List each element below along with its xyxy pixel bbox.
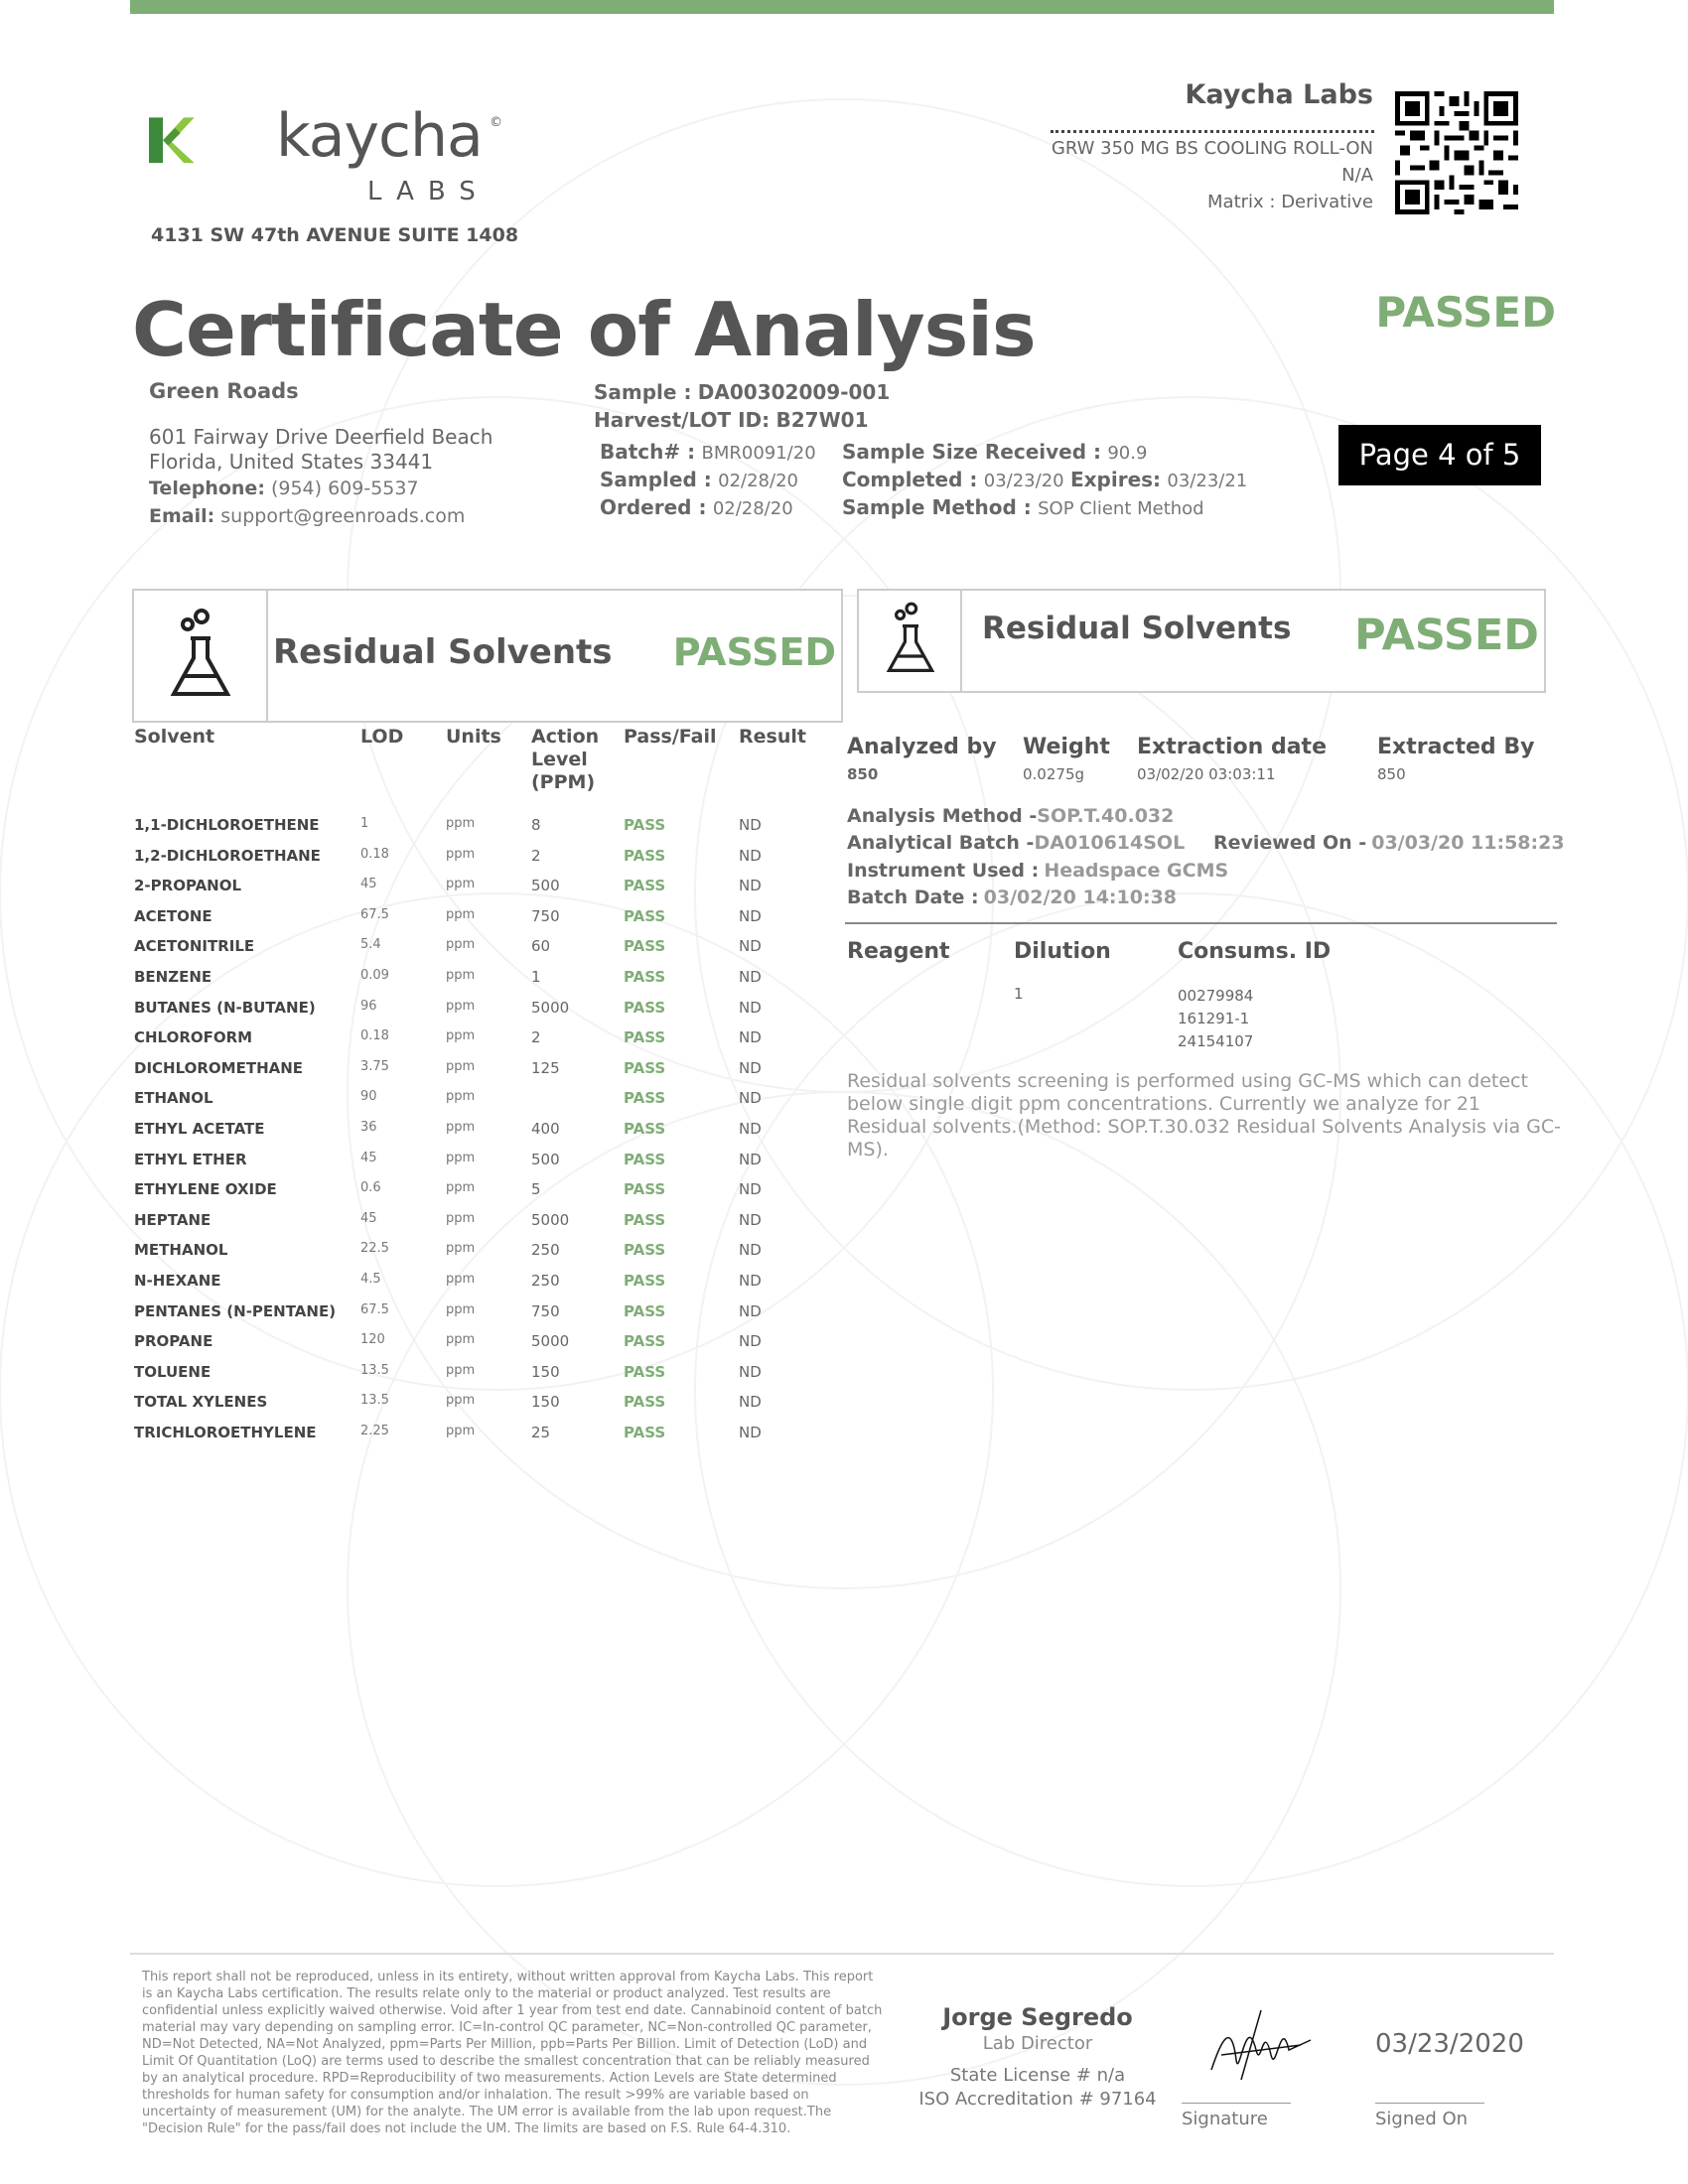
footer-divider: [130, 1953, 1554, 1955]
top-accent-bar: [130, 0, 1554, 14]
client-email: [149, 505, 465, 527]
solvent-lod: 0.09: [360, 968, 389, 983]
handwritten-signature: [1201, 2000, 1321, 2090]
analytical-batch-label: Analytical Batch -: [847, 832, 1035, 854]
solvent-name: HEPTANE: [134, 1210, 211, 1229]
solvent-name: ETHYL ETHER: [134, 1150, 247, 1168]
telephone-value: (954) 609-5537: [270, 478, 419, 499]
solvent-result: ND: [739, 816, 762, 834]
telephone-label: Telephone:: [149, 478, 265, 499]
client-address-line1: 601 Fairway Drive Deerfield Beach: [149, 425, 493, 449]
dilution-value: 1: [1014, 985, 1024, 1003]
col-header-action-2: Level: [531, 749, 588, 770]
signer-role: Lab Director: [982, 2033, 1093, 2054]
solvent-result: ND: [739, 1210, 762, 1229]
lab-name: Kaycha Labs: [1185, 79, 1373, 110]
dotted-divider: [1051, 130, 1374, 133]
consums-id-2: 161291-1: [1178, 1010, 1250, 1027]
analytical-batch-value: DA010614SOL: [1034, 832, 1186, 854]
harvest-row: [594, 408, 868, 432]
ordered-label: Ordered :: [600, 495, 707, 519]
solvent-result: ND: [739, 1332, 762, 1351]
batch-date-row: [847, 887, 1177, 908]
solvent-name: ETHYL ACETATE: [134, 1120, 265, 1138]
col-header-lod: LOD: [360, 726, 404, 748]
solvent-lod: 0.18: [360, 846, 389, 862]
solvent-lod: 36: [360, 1120, 377, 1135]
batch-date-value: 03/02/20 14:10:38: [983, 887, 1178, 908]
solvent-action-level: 1: [531, 968, 541, 986]
solvent-lod: 90: [360, 1089, 377, 1105]
solvent-action-level: 25: [531, 1424, 551, 1441]
sample-size-row: [842, 440, 1147, 464]
solvent-units: ppm: [446, 1241, 476, 1257]
solvent-name: PENTANES (N-PENTANE): [134, 1301, 337, 1320]
solvent-units: ppm: [446, 937, 476, 953]
solvent-name: TOTAL XYLENES: [134, 1393, 268, 1412]
sample-method-label: Sample Method :: [842, 495, 1032, 519]
solvent-lod: 3.75: [360, 1058, 389, 1074]
solvent-units: ppm: [446, 968, 476, 983]
solvent-result: ND: [739, 877, 762, 895]
solvent-pass-fail: PASS: [624, 937, 666, 956]
solvent-action-level: 2: [531, 1028, 541, 1047]
solvent-units: ppm: [446, 846, 476, 862]
solvent-action-level: 5000: [531, 1210, 570, 1229]
extracted-by-label: Extracted By: [1377, 735, 1535, 759]
solvent-action-level: 500: [531, 877, 560, 895]
analysis-divider: [845, 922, 1557, 924]
solvent-action-level: 8: [531, 816, 541, 834]
solvent-result: ND: [739, 937, 762, 956]
instrument-value: Headspace GCMS: [1044, 860, 1229, 882]
solvent-lod: 45: [360, 877, 377, 892]
solvent-lod: 0.6: [360, 1180, 381, 1196]
sample-size-value: 90.9: [1107, 443, 1148, 464]
harvest-label: Harvest/LOT ID:: [594, 408, 771, 432]
solvent-units: ppm: [446, 1089, 476, 1105]
solvent-units: ppm: [446, 1150, 476, 1165]
solvent-units: ppm: [446, 877, 476, 892]
client-name: Green Roads: [149, 379, 299, 403]
col-header-result: Result: [739, 726, 806, 748]
solvent-pass-fail: PASS: [624, 816, 666, 834]
solvent-action-level: 750: [531, 1301, 560, 1320]
solvent-action-level: 250: [531, 1241, 560, 1260]
left-section-status: PASSED: [672, 630, 836, 674]
solvent-pass-fail: PASS: [624, 1362, 666, 1381]
solvent-name: BUTANES (N-BUTANE): [134, 998, 316, 1017]
solvent-result: ND: [739, 906, 762, 925]
solvent-action-level: 125: [531, 1058, 560, 1077]
right-section-icon-cell: [859, 591, 962, 691]
consums-id-3: 24154107: [1178, 1032, 1254, 1050]
right-section-status: PASSED: [1354, 611, 1539, 660]
kaycha-logo-mark: [149, 72, 278, 211]
sample-label: Sample :: [594, 380, 692, 404]
solvent-pass-fail: PASS: [624, 1393, 666, 1412]
solvent-result: ND: [739, 1028, 762, 1047]
solvent-pass-fail: PASS: [624, 998, 666, 1017]
solvent-result: ND: [739, 1180, 762, 1199]
solvent-result: ND: [739, 998, 762, 1017]
left-section-icon-cell: [134, 591, 268, 721]
logo-wordmark: kaycha: [276, 101, 483, 171]
solvent-lod: 1: [360, 816, 369, 831]
solvent-name: 1,2-DICHLOROETHANE: [134, 846, 321, 865]
flask-icon: [164, 607, 237, 706]
weight-value: 0.0275g: [1023, 765, 1085, 783]
solvent-action-level: 500: [531, 1150, 560, 1168]
solvent-name: DICHLOROMETHANE: [134, 1058, 304, 1077]
solvent-action-level: 150: [531, 1393, 560, 1412]
right-section-title: Residual Solvents: [982, 611, 1292, 646]
solvent-action-level: 5: [531, 1180, 541, 1199]
col-header-action-3: (PPM): [531, 771, 596, 793]
left-section-header: [132, 589, 843, 723]
solvent-pass-fail: PASS: [624, 906, 666, 925]
batch-label: Batch# :: [600, 440, 696, 464]
solvent-pass-fail: PASS: [624, 846, 666, 865]
solvent-name: ACETONITRILE: [134, 937, 255, 956]
col-header-units: Units: [446, 726, 501, 748]
sampled-row: [600, 468, 798, 491]
consums-id-1: 00279984: [1178, 987, 1254, 1005]
solvent-lod: 0.18: [360, 1028, 389, 1044]
email-label: Email:: [149, 505, 215, 527]
solvent-result: ND: [739, 1272, 762, 1290]
ordered-value: 02/28/20: [712, 498, 793, 519]
solvent-pass-fail: PASS: [624, 1180, 666, 1199]
extraction-date-value: 03/02/20 03:03:11: [1137, 765, 1276, 783]
consums-id-label: Consums. ID: [1178, 939, 1332, 964]
solvent-lod: 67.5: [360, 906, 389, 922]
col-header-action-1: Action: [531, 726, 600, 748]
solvent-result: ND: [739, 1058, 762, 1077]
sampled-label: Sampled :: [600, 468, 712, 491]
extraction-date-label: Extraction date: [1137, 735, 1327, 759]
solvent-result: ND: [739, 1120, 762, 1138]
left-section-title: Residual Solvents: [273, 632, 613, 672]
sample-method-value: SOP Client Method: [1038, 498, 1204, 519]
solvent-pass-fail: PASS: [624, 968, 666, 986]
solvent-name: ETHYLENE OXIDE: [134, 1180, 277, 1199]
col-header-solvent: Solvent: [134, 726, 215, 748]
solvent-pass-fail: PASS: [624, 1058, 666, 1077]
solvent-action-level: 2: [531, 846, 541, 865]
solvent-lod: 120: [360, 1332, 385, 1348]
solvent-units: ppm: [446, 1058, 476, 1074]
signature-label: Signature: [1182, 2109, 1268, 2129]
signed-on-line: [1375, 2103, 1484, 2104]
solvent-pass-fail: PASS: [624, 1150, 666, 1168]
sample-id-row: [594, 380, 890, 404]
solvent-result: ND: [739, 846, 762, 865]
solvent-name: N-HEXANE: [134, 1272, 221, 1290]
solvent-name: CHLOROFORM: [134, 1028, 253, 1047]
reagent-label: Reagent: [847, 939, 950, 964]
ordered-row: [600, 495, 793, 519]
weight-label: Weight: [1023, 735, 1110, 759]
solvent-result: ND: [739, 1089, 762, 1108]
iso-accreditation: ISO Accreditation # 97164: [918, 2089, 1157, 2110]
sample-size-label: Sample Size Received :: [842, 440, 1101, 464]
signed-date: 03/23/2020: [1375, 2029, 1524, 2059]
logo-registered-mark: ©: [490, 115, 502, 130]
solvent-action-level: 60: [531, 937, 551, 956]
solvent-units: ppm: [446, 998, 476, 1014]
solvent-pass-fail: PASS: [624, 877, 666, 895]
solvent-name: PROPANE: [134, 1332, 213, 1351]
reviewed-on-label: Reviewed On -: [1213, 832, 1367, 854]
signer-name: Jorge Segredo: [942, 2003, 1133, 2031]
analyzed-by-label: Analyzed by: [847, 735, 997, 759]
solvent-lod: 67.5: [360, 1301, 389, 1317]
solvent-name: BENZENE: [134, 968, 212, 986]
method-description: Residual solvents screening is performed using GC-MS which can detect below single digit ppm concentrations. Currently we analyze for 21 Residual solvents.(Method: SOP.T.30.032 Residual Solvents Analysis via GC-MS).: [847, 1070, 1562, 1160]
solvent-units: ppm: [446, 1272, 476, 1287]
solvent-pass-fail: PASS: [624, 1089, 666, 1108]
solvent-lod: 45: [360, 1210, 377, 1226]
solvent-lod: 22.5: [360, 1241, 389, 1257]
product-name: GRW 350 MG BS COOLING ROLL-ON: [1051, 138, 1373, 159]
sampled-value: 02/28/20: [718, 471, 798, 491]
solvent-lod: 13.5: [360, 1393, 389, 1409]
solvent-name: TRICHLOROETHYLENE: [134, 1424, 317, 1441]
sample-value: DA00302009-001: [697, 380, 891, 404]
right-section-header: [857, 589, 1546, 693]
solvent-pass-fail: PASS: [624, 1120, 666, 1138]
solvent-lod: 13.5: [360, 1362, 389, 1378]
solvent-result: ND: [739, 1301, 762, 1320]
page-indicator: Page 4 of 5: [1338, 425, 1541, 485]
solvent-lod: 5.4: [360, 937, 381, 953]
expires-label: Expires:: [1069, 468, 1162, 491]
overall-status-badge: PASSED: [1375, 288, 1556, 337]
col-header-pass-fail: Pass/Fail: [624, 726, 717, 748]
sample-method-row: [842, 495, 1204, 519]
solvent-pass-fail: PASS: [624, 1210, 666, 1229]
solvent-units: ppm: [446, 1120, 476, 1135]
solvent-units: ppm: [446, 816, 476, 831]
reviewed-on-row: [1213, 832, 1565, 854]
analysis-method-value: SOP.T.40.032: [1037, 805, 1175, 827]
flask-icon: [881, 601, 940, 680]
analysis-method-label: Analysis Method -: [847, 805, 1038, 827]
analysis-method-row: [847, 805, 1174, 827]
solvent-action-level: 250: [531, 1272, 560, 1290]
solvent-units: ppm: [446, 1301, 476, 1317]
solvent-result: ND: [739, 1362, 762, 1381]
batch-value: BMR0091/20: [701, 443, 816, 464]
solvent-result: ND: [739, 1424, 762, 1441]
instrument-label: Instrument Used :: [847, 860, 1040, 882]
analytical-batch-row: [847, 832, 1185, 854]
dilution-label: Dilution: [1014, 939, 1111, 964]
solvent-name: 2-PROPANOL: [134, 877, 242, 895]
solvent-lod: 4.5: [360, 1272, 381, 1287]
client-address-line2: Florida, United States 33441: [149, 450, 434, 474]
solvent-units: ppm: [446, 1028, 476, 1044]
completed-label: Completed :: [842, 468, 978, 491]
solvent-pass-fail: PASS: [624, 1424, 666, 1441]
solvent-name: ETHANOL: [134, 1089, 213, 1108]
solvent-action-level: 750: [531, 906, 560, 925]
expires-value: 03/23/21: [1167, 471, 1248, 491]
legal-disclaimer: This report shall not be reproduced, unless in its entirety, without written approval from Kaycha Labs. This report is an Kaycha Labs certification. The results relate only to the material or product analyzed. Test results are confidential unless explicitly waived otherwise. Void after 1 year from test end date. Cannabinoid content of batch material may vary depending on sampling error. IC=In-control QC parameter, NC=Non-controlled QC parameter, ND=Not Detected, NA=Not Analyzed, ppm=Parts Per Million, ppb=Parts Per Billion. Limit of Detection (LoD) and Limit Of Quantitation (LoQ) are terms used to describe the smallest concentration that can be reliably measured by an analytical procedure. RPD=Reproducibility of two measurements. Action Levels are State determined thresholds for human safety for consumption and/or inhalation. The result >99% are variable based on uncertainty of measurement (UM) for the analyte. The UM error is available from the lab upon request.The "Decision Rule" for the pass/fail does not include the UM. The limits are based on F.S. Rule 64-4.310.: [142, 1970, 883, 2136]
completed-row: [842, 468, 1247, 491]
solvent-pass-fail: PASS: [624, 1028, 666, 1047]
qr-code-icon[interactable]: [1395, 91, 1518, 214]
solvent-action-level: 5000: [531, 998, 570, 1017]
client-telephone: [149, 478, 419, 499]
solvent-units: ppm: [446, 1424, 476, 1438]
email-value: support@greenroads.com: [220, 505, 466, 527]
reviewed-on-value: 03/03/20 11:58:23: [1371, 832, 1565, 854]
solvent-pass-fail: PASS: [624, 1332, 666, 1351]
batch-date-label: Batch Date :: [847, 887, 979, 908]
solvent-action-level: 5000: [531, 1332, 570, 1351]
solvent-units: ppm: [446, 1210, 476, 1226]
product-matrix: Matrix : Derivative: [1207, 192, 1373, 212]
harvest-value: B27W01: [775, 408, 869, 432]
solvent-units: ppm: [446, 1393, 476, 1409]
instrument-row: [847, 860, 1228, 882]
extracted-by-value: 850: [1377, 765, 1406, 783]
solvent-result: ND: [739, 968, 762, 986]
lab-address: 4131 SW 47th AVENUE SUITE 1408: [151, 224, 519, 246]
solvent-pass-fail: PASS: [624, 1301, 666, 1320]
solvent-pass-fail: PASS: [624, 1241, 666, 1260]
signed-on-label: Signed On: [1375, 2109, 1469, 2129]
solvent-units: ppm: [446, 1362, 476, 1378]
col-header-action-level: [531, 726, 599, 794]
signature-line: [1182, 2103, 1291, 2104]
solvent-result: ND: [739, 1241, 762, 1260]
solvent-result: ND: [739, 1150, 762, 1168]
analyzed-by-value: 850: [847, 765, 879, 783]
solvent-pass-fail: PASS: [624, 1272, 666, 1290]
batch-row: [600, 440, 816, 464]
solvent-units: ppm: [446, 906, 476, 922]
solvent-name: 1,1-DICHLOROETHENE: [134, 816, 320, 834]
solvent-name: METHANOL: [134, 1241, 228, 1260]
state-license: State License # n/a: [949, 2065, 1126, 2086]
solvent-units: ppm: [446, 1180, 476, 1196]
solvent-action-level: 150: [531, 1362, 560, 1381]
solvent-lod: 45: [360, 1150, 377, 1165]
solvent-units: ppm: [446, 1332, 476, 1348]
logo-labs-text: LABS: [367, 177, 490, 206]
solvent-name: ACETONE: [134, 906, 212, 925]
document-title: Certificate of Analysis: [132, 286, 1036, 373]
completed-value: 03/23/20: [983, 471, 1064, 491]
solvent-lod: 2.25: [360, 1424, 389, 1438]
product-na: N/A: [1341, 165, 1373, 186]
solvent-action-level: 400: [531, 1120, 560, 1138]
solvent-result: ND: [739, 1393, 762, 1412]
solvent-lod: 96: [360, 998, 377, 1014]
solvent-name: TOLUENE: [134, 1362, 211, 1381]
